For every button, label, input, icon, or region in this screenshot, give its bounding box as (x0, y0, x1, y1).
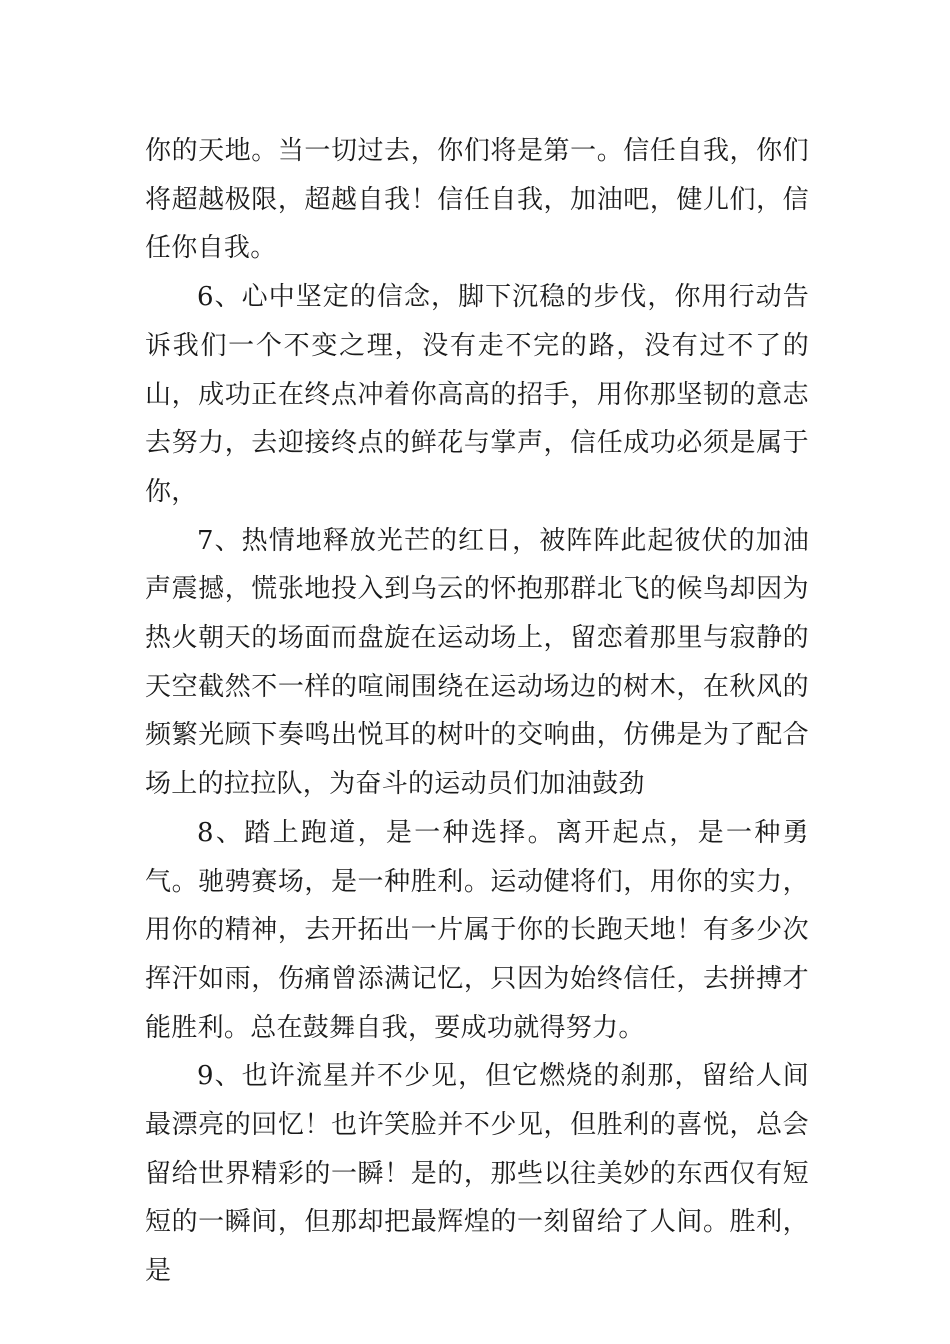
paragraph-7: 7、热情地释放光芒的红日，被阵阵此起彼伏的加油声震撼，慌张地投入到乌云的怀抱那群北飞的候鸟却因为热火朝天的场面而盘旋在运动场上，留恋着那里与寂静的天空截然不一样的喧闹围绕在运动场边的树木，在秋风的频繁光顾下奏鸣出悦耳的树叶的交响曲，仿佛是为了配合场上的拉拉队，为奋斗的运动员们加油鼓劲 (145, 525, 809, 800)
paragraph-9: 9、也许流星并不少见，但它燃烧的刹那，留给人间最漂亮的回忆！也许笑脸并不少见，但胜利的喜悦，总会留给世界精彩的一瞬！是的，那些以往美妙的东西仅有短短的一瞬间，但那却把最辉煌的一刻留给了人间。胜利，是 (145, 1061, 809, 1287)
paragraph-continuation: 你的天地。当一切过去，你们将是第一。信任自我，你们将超越极限，超越自我！信任自我，加油吧，健儿们，信任你自我。 (145, 136, 809, 264)
paragraph-6: 6、心中坚定的信念，脚下沉稳的步伐，你用行动告诉我们一个不变之理，没有走不完的路，没有过不了的山，成功正在终点冲着你高高的招手，用你那坚韧的意志去努力，去迎接终点的鲜花与掌声，信任成功必须是属于你， (145, 282, 809, 507)
paragraph-8: 8、踏上跑道，是一种选择。离开起点，是一种勇气。驰骋赛场，是一种胜利。运动健将们，用你的实力，用你的精神，去开拓出一片属于你的长跑天地！有多少次挥汗如雨，伤痛曾添满记忆，只因为始终信任，去拼搏才能胜利。总在鼓舞自我，要成功就得努力。 (145, 817, 809, 1043)
document-body (145, 127, 809, 1296)
